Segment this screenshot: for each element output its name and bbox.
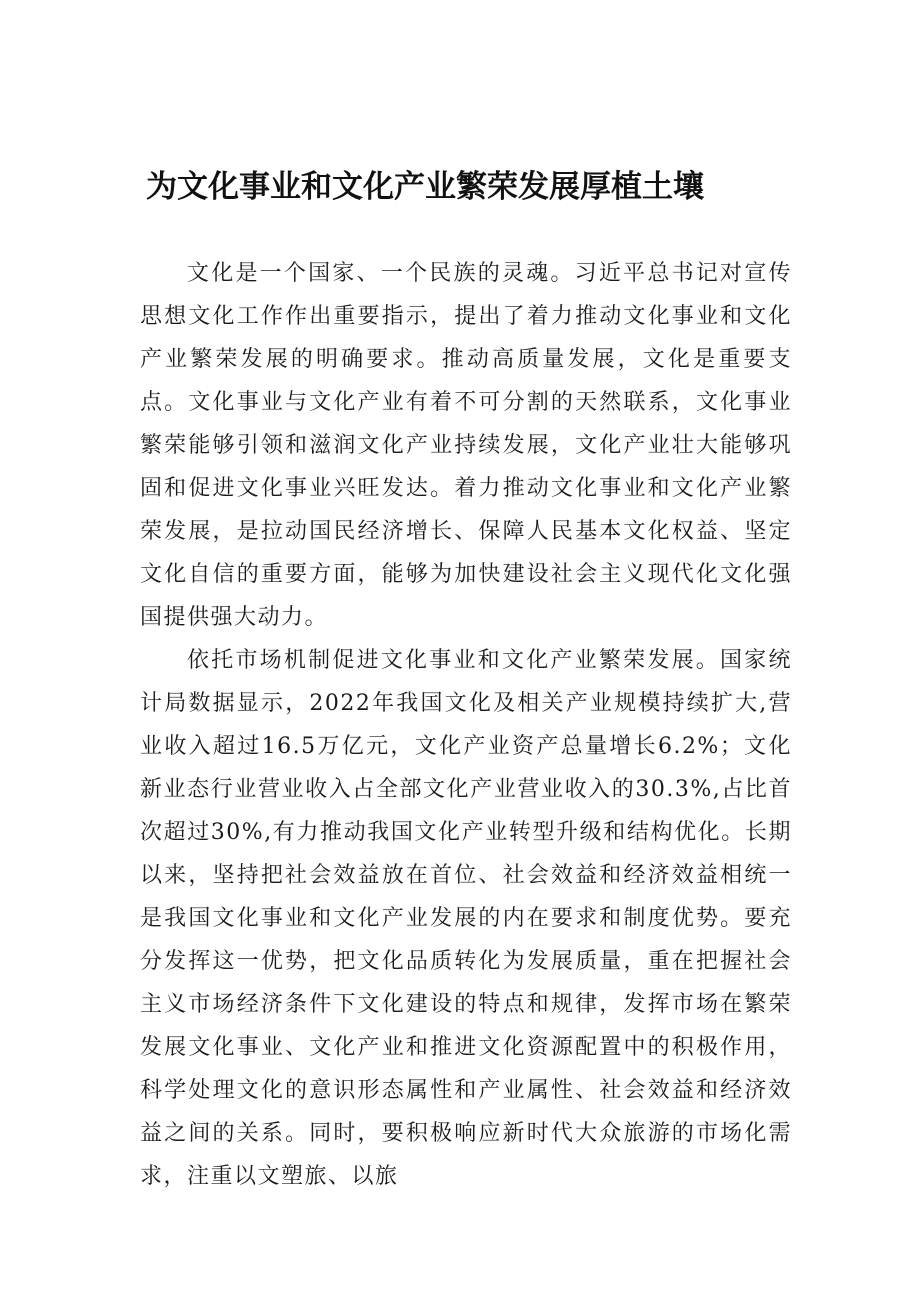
paragraph-2: 依托市场机制促进文化事业和文化产业繁荣发展。国家统计局数据显示，2022年我国文化及相关产业规模持续扩大,营业收入超过16.5万亿元，文化产业资产总量增长6.2%；文化新业态行业营业收入占全部文化产业营业收入的30.3%,占比首次超过30%,有力推动我国文化产业转型升级和结构优化。长期以来，坚持把社会效益放在首位、社会效益和经济效益相统一是我国文化事业和文化产业发展的内在要求和制度优势。要充分发挥这一优势，把文化品质转化为发展质量，重在把握社会主义市场经济条件下文化建设的特点和规律，发挥市场在繁荣发展文化事业、文化产业和推进文化资源配置中的积极作用，科学处理文化的意识形态属性和产业属性、社会效益和经济效益之间的关系。同时，要积极响应新时代大众旅游的市场化需求，注重以文塑旅、以旅	[140, 648, 792, 1189]
document-body	[140, 252, 792, 1198]
paragraph-1: 文化是一个国家、一个民族的灵魂。习近平总书记对宣传思想文化工作作出重要指示，提出了着力推动文化事业和文化产业繁荣发展的明确要求。推动高质量发展，文化是重要支点。文化事业与文化产业有着不可分割的天然联系，文化事业繁荣能够引领和滋润文化产业持续发展，文化产业壮大能够巩固和促进文化事业兴旺发达。着力推动文化事业和文化产业繁荣发展，是拉动国民经济增长、保障人民基本文化权益、坚定文化自信的重要方面，能够为加快建设社会主义现代化文化强国提供强大动力。	[140, 261, 792, 630]
document-title: 为文化事业和文化产业繁荣发展厚植土壤	[146, 169, 704, 205]
